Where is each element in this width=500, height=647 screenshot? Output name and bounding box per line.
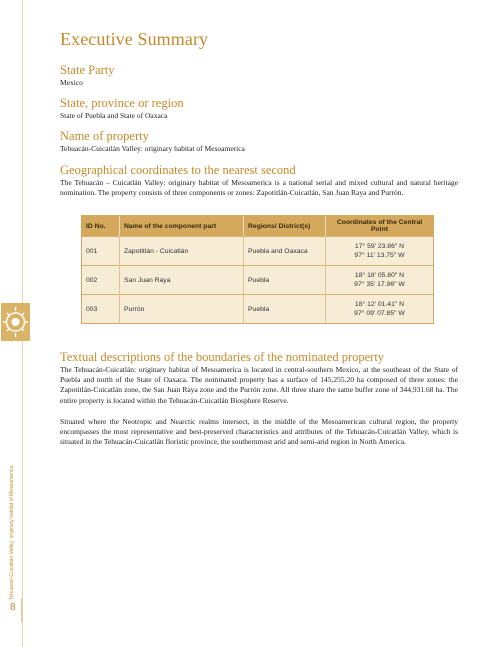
section-text-coordinates: The Tehuacán – Cuicatlán Valley: originary habitat of Mesoamerica is a national serial and mixed cultural and natural heritage nomination. The property consists of three components or zones: Zapotitlán-Cuicatlán, San Juan Raya and Purrón.	[60, 177, 458, 197]
section-heading-region: State, province or region	[60, 96, 184, 111]
table-cell-name: Purrón	[120, 294, 244, 323]
spacer	[60, 324, 458, 342]
table-cell-coordinates	[326, 236, 433, 265]
table-cell-name: San Juan Raya	[120, 265, 244, 294]
table-cell-id: 002	[82, 265, 120, 294]
components-table	[81, 215, 434, 324]
table-cell-region: Puebla	[244, 265, 326, 294]
table-header-coordinates: Coordinates of the Central Point	[326, 216, 433, 236]
boundaries-paragraph-1: The Tehuacán-Cuicatlán: originary habitat of Mesoamerica is located in central-southern Mexico, at the southeast of the State of Puebla and north of the State of Oaxaca. The nominated property has a surface of 145,255.20 ha composed of three zones: the Zapotitlán-Cuicatlán zone, the San Juan Raya zone and the Purrón zone. All three share the same buffer zone of 344,931.68 ha. The entire property is located within the Tehuacán-Cuicatlán Biosphere Reserve.	[60, 365, 458, 405]
table-cell-region: Puebla	[244, 294, 326, 323]
table-cell-name: Zapotitlán - Cuicatlán	[120, 236, 244, 265]
coordinate-latitude: 17° 59' 23.86" N	[354, 243, 405, 251]
page-number: 8	[10, 602, 16, 613]
table-cell-id: 003	[82, 294, 120, 323]
coordinate-latitude: 18° 18' 05.80" N	[354, 272, 405, 280]
table-header-id: ID No.	[82, 216, 120, 236]
document-body	[60, 29, 458, 447]
table-row	[82, 294, 433, 323]
section-text-state-party: Mexico	[60, 78, 83, 87]
table-cell-id: 001	[82, 236, 120, 265]
section-heading-coordinates: Geographical coordinates to the nearest second	[60, 162, 296, 177]
section-text-region: State of Puebla and State of Oaxaca	[60, 111, 168, 121]
page-number-rule	[21, 598, 22, 622]
table-cell-coordinates	[326, 265, 433, 294]
coordinate-longitude: 97° 35' 17.96" W	[354, 281, 405, 289]
section-text-property-name: Tehuacán-Cuicatlán Valley: originary habitat of Mesoamerica	[60, 144, 245, 154]
section-heading-state-party: State Party	[60, 63, 115, 77]
sun-ornament-icon	[1, 303, 30, 341]
table-cell-region: Puebla and Oaxaca	[244, 236, 326, 265]
coordinate-latitude: 18° 12' 01.41" N	[354, 301, 405, 309]
coordinate-longitude: 97° 09' 07.85" W	[354, 310, 405, 318]
table-cell-coordinates	[326, 294, 433, 323]
table-header-region: Regions/ District(s)	[244, 216, 326, 236]
table-header-name: Name of the component part	[120, 216, 244, 236]
section-heading-property-name: Name of property	[60, 129, 149, 144]
running-title: Tehuacán-Cuicatlán Valley: originary habitat of Mesoamerica	[9, 465, 15, 600]
paragraph-gap	[60, 406, 458, 417]
table-header-row	[82, 216, 433, 236]
table-row	[82, 236, 433, 265]
table-row	[82, 265, 433, 294]
boundaries-paragraph-2: Situated where the Neotropic and Nearctic realms intersect, in the middle of the Mesoamerican cultural region, the property encompasses the most representative and best-preserved characteristics and attributes of the Tehuacán-Cuicatlán Valley, which is situated in the Tehuacán-Cuicatlán floristic province, the southernmost arid and semi-arid region in North America.	[60, 416, 458, 447]
coordinate-longitude: 97° 11' 13.75" W	[354, 252, 405, 260]
section-heading-boundaries: Textual descriptions of the boundaries of the nominated property	[60, 350, 385, 365]
page-title: Executive Summary	[60, 29, 209, 49]
